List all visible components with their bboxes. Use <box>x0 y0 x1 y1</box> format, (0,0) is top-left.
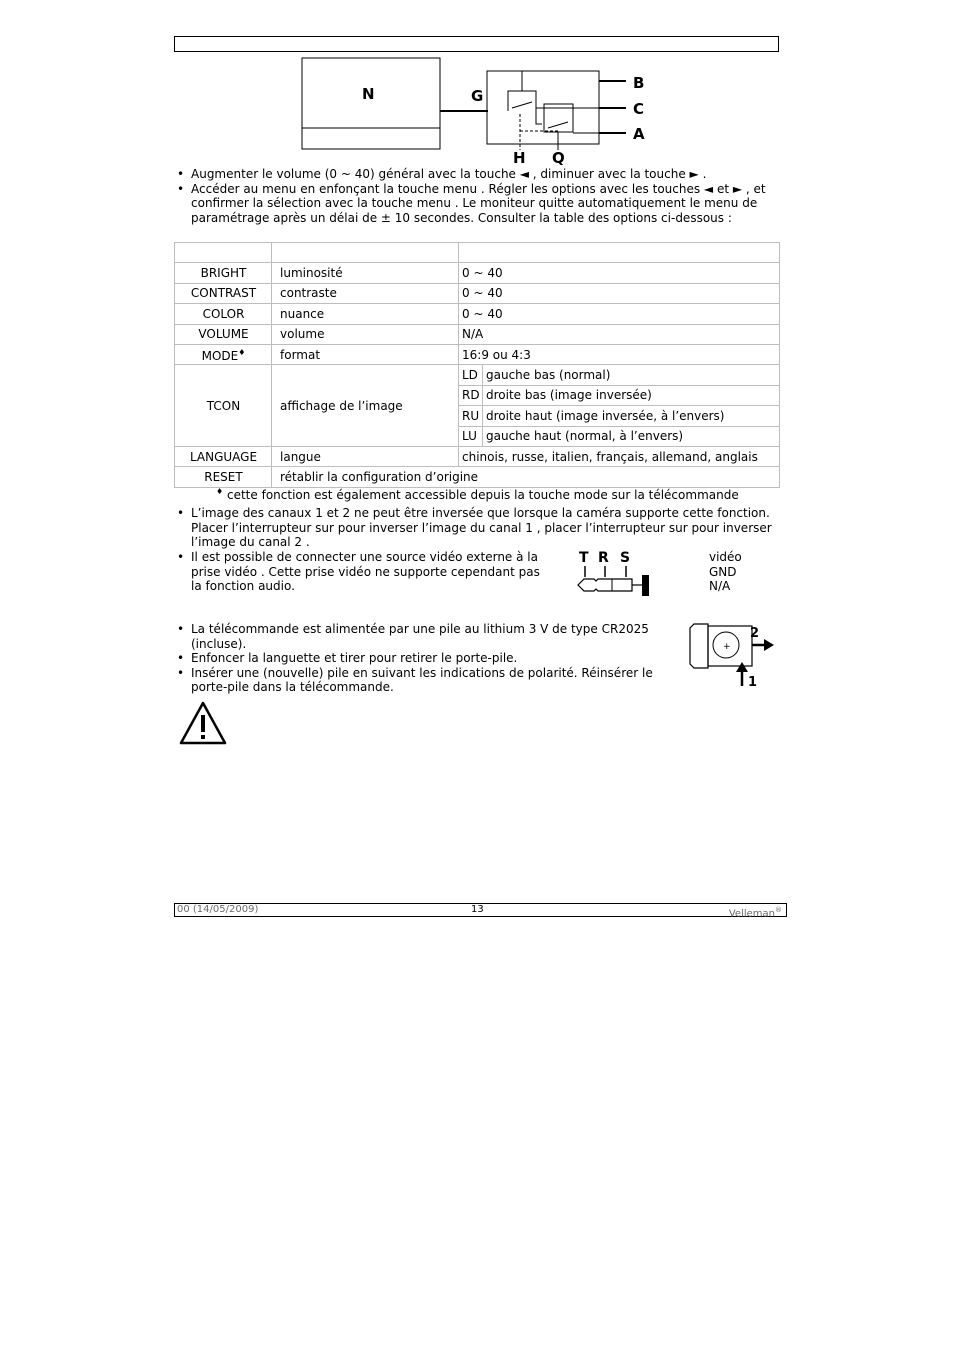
warning-icon <box>178 700 228 745</box>
page-footer <box>174 903 787 920</box>
bullet-menu: • Accéder au menu en enfonçant la touche menu . Régler les options avec les touches ◄ et ► , et confirmer la sélection avec la touche menu . Le moniteur quitte automatiquement le menu de paramétrage après un délai de ± 10 secondes. Consulter la table des options ci-dessous : <box>176 182 776 226</box>
label-1: 1 <box>748 675 758 690</box>
label-a: A <box>633 125 645 143</box>
label-g: G <box>471 87 484 105</box>
bullets-video <box>176 550 546 594</box>
page-number: 13 <box>471 904 484 915</box>
table-row: RU droite haut (image inversée, à l’envers) <box>175 406 780 426</box>
label-2: 2 <box>750 626 760 641</box>
table-row: COLOR nuance 0 ~ 40 <box>175 304 780 324</box>
table-row: VOLUME volume N/A <box>175 324 780 344</box>
jack-label-s: S <box>620 550 631 566</box>
footer-version: 00 (14/05/2009) <box>177 904 259 915</box>
wire-top <box>522 71 599 91</box>
bullet-image-invert: • L’image des canaux 1 et 2 ne peut être inversée que lorsque la caméra supporte cette fonction. Placer l’interrupteur sur pour inverser l’image du canal 1 , placer l’interrupteur sur pour inverser l’image du canal 2 . <box>176 506 776 550</box>
bullet-battery-insert: • Insérer une (nouvelle) pile en suivant les indications de polarité. Réinsérer le porte-pile dans la télécommande. <box>176 666 664 695</box>
switch-1-lever <box>512 102 532 108</box>
bullet-battery-remove: • Enfoncer la languette et tirer pour retirer le porte-pile. <box>176 651 664 666</box>
table-row: TCON affichage de l’image LD gauche bas (normal) <box>175 365 780 385</box>
switch-2-lever <box>548 122 568 128</box>
arrow-1-icon <box>736 662 748 672</box>
label-n: N <box>362 85 375 103</box>
monitor-box <box>302 58 440 149</box>
bullets-mid <box>176 506 776 550</box>
footer-brand: Velleman® <box>728 906 782 920</box>
bullets-battery <box>176 622 664 695</box>
jack-legend <box>709 550 742 594</box>
table-footnote <box>216 487 776 502</box>
label-q: Q <box>552 149 565 167</box>
wiring-diagram <box>296 56 666 168</box>
battery-holder-diagram <box>686 620 778 690</box>
table-row: LU gauche haut (normal, à l’envers) <box>175 426 780 446</box>
arrow-2-icon <box>764 639 774 651</box>
table-row: BRIGHT luminosité 0 ~ 40 <box>175 263 780 283</box>
header-box <box>174 36 779 52</box>
bullet-battery-type: • La télécommande est alimentée par une pile au lithium 3 V de type CR2025 (incluse). <box>176 622 664 651</box>
jack-label-t: T <box>579 550 589 566</box>
footnote-mark: ♦ <box>216 487 224 496</box>
footnote-text: cette fonction est également accessible depuis la touche mode sur la télécommande <box>227 488 739 502</box>
table-row: MODE♦ format 16:9 ou 4:3 <box>175 344 780 364</box>
table-row: LANGUAGE langue chinois, russe, italien, français, allemand, anglais <box>175 446 780 466</box>
table-header-row <box>175 243 780 263</box>
label-b: B <box>633 74 645 92</box>
table-row: CONTRAST contraste 0 ~ 40 <box>175 283 780 303</box>
jack-plug <box>578 579 632 591</box>
bullet-volume: • Augmenter le volume (0 ~ 40) général avec la touche ◄ , diminuer avec la touche ► . <box>176 167 776 182</box>
footnote-mark: ♦ <box>238 348 246 358</box>
remote-body <box>690 624 708 668</box>
label-h: H <box>513 149 526 167</box>
jack-legend-ring: GND <box>709 564 737 579</box>
jack-diagram <box>572 545 656 599</box>
jack-label-r: R <box>598 550 609 566</box>
label-c: C <box>633 100 645 118</box>
table-row: RD droite bas (image inversée) <box>175 385 780 405</box>
jack-grip <box>642 575 649 596</box>
bullets-top <box>176 167 776 225</box>
bullet-video-input: • Il est possible de connecter une source vidéo externe à la prise vidéo . Cette prise vidéo ne supporte cependant pas la fonction audio. <box>176 550 546 594</box>
battery-plus: + <box>723 642 731 652</box>
table-row: RESET rétablir la configuration d’origine <box>175 467 780 487</box>
jack-legend-tip: vidéo <box>709 550 742 564</box>
options-table <box>174 242 780 488</box>
jack-legend-sleeve: N/A <box>709 579 731 594</box>
